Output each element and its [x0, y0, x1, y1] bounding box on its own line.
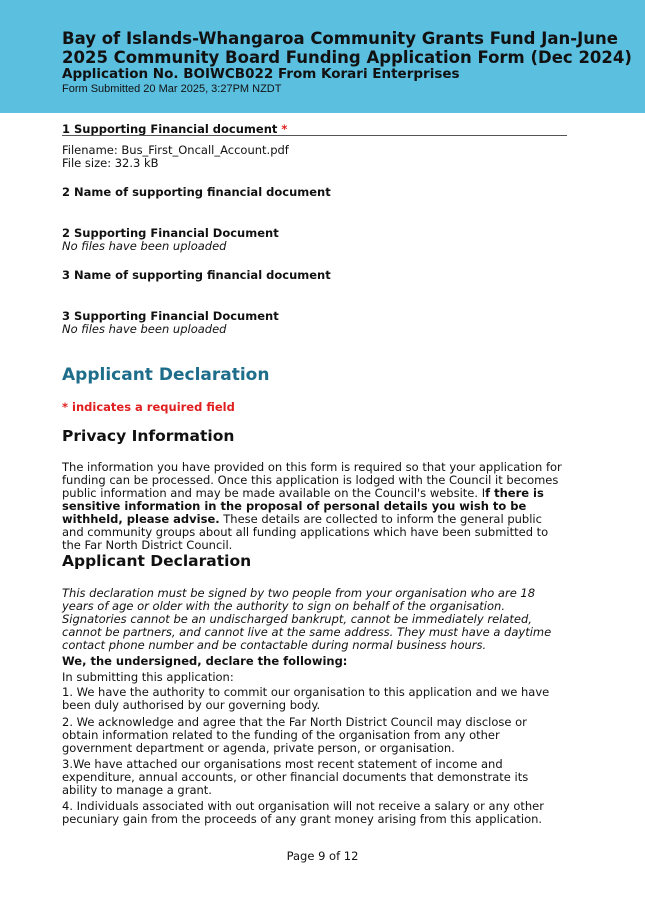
declaration-intro: This declaration must be signed by two people from your organisation who are 18 years of age or older with the authority to sign on behalf of the organisation. Signatories cannot be an undischarged bankrupt, cannot be immediately related, cannot be partners, and cannot live at the same address. They must have a daytime contact phone number and be contactable during normal business hours.	[62, 586, 552, 652]
declaration-heading: Applicant Declaration	[62, 552, 252, 570]
doc3-name-label: 3 Name of supporting financial document	[62, 268, 331, 282]
form-title: Bay of Islands-Whangaroa Community Grants Fund Jan-June 2025 Community Board Funding Application Form (Dec 2024)	[62, 29, 632, 67]
required-field-note: * indicates a required field	[62, 400, 235, 414]
doc1-filesize: File size: 32.3 kB	[62, 156, 159, 170]
required-marker: *	[281, 122, 288, 136]
declaration-item-3: 3.We have attached our organisations most recent statement of income and expenditure, annual accounts, or other financial documents that demonstrate its ability to manage a grant.	[62, 757, 529, 797]
doc3-label: 3 Supporting Financial Document	[62, 309, 279, 323]
declaration-item-4: 4. Individuals associated with out organisation will not receive a salary or any other pecuniary gain from the proceeds of any grant money arising from this application.	[62, 799, 544, 826]
we-declare-label: We, the undersigned, declare the following:	[62, 654, 348, 668]
privacy-text-a: The information you have provided on this form is required so that your application for funding can be processed. Once this application is lodged with the Council it becomes public information and may be made available on the Council's website. I	[62, 460, 562, 500]
doc2-value: No files have been uploaded	[62, 239, 227, 253]
doc2-label: 2 Supporting Financial Document	[62, 226, 279, 240]
declaration-item-1: 1. We have the authority to commit our organisation to this application and we have been duly authorised by our governing body.	[62, 685, 550, 712]
field-divider	[62, 135, 567, 136]
submission-timestamp: Form Submitted 20 Mar 2025, 3:27PM NZDT	[62, 83, 282, 95]
privacy-heading: Privacy Information	[62, 427, 235, 445]
doc1-filename[interactable]: Filename: Bus_First_Oncall_Account.pdf	[62, 143, 289, 157]
in-submitting-label: In submitting this application:	[62, 670, 234, 684]
application-number: Application No. BOIWCB022 From Korari Enterprises	[62, 66, 460, 82]
declaration-item-2: 2. We acknowledge and agree that the Far North District Council may disclose or obtain information related to the funding of the organisation from any other government department or agenda, private person, or organisation.	[62, 715, 527, 755]
section-title: Applicant Declaration	[62, 365, 270, 385]
page-number: Page 9 of 12	[286, 849, 359, 863]
doc1-label	[62, 122, 287, 136]
privacy-text	[62, 461, 562, 552]
privacy-text-bold: f there is sensitive information in the proposal of personal details you wish to be withheld, please advise.	[62, 486, 544, 526]
form-header	[0, 0, 645, 113]
doc2-name-label: 2 Name of supporting financial document	[62, 185, 331, 199]
privacy-text-b: These details are collected to inform the general public and community groups about all funding applications which have been submitted to the Far North District Council.	[62, 512, 549, 552]
doc3-value: No files have been uploaded	[62, 322, 227, 336]
doc1-label-text: 1 Supporting Financial document	[62, 122, 278, 136]
